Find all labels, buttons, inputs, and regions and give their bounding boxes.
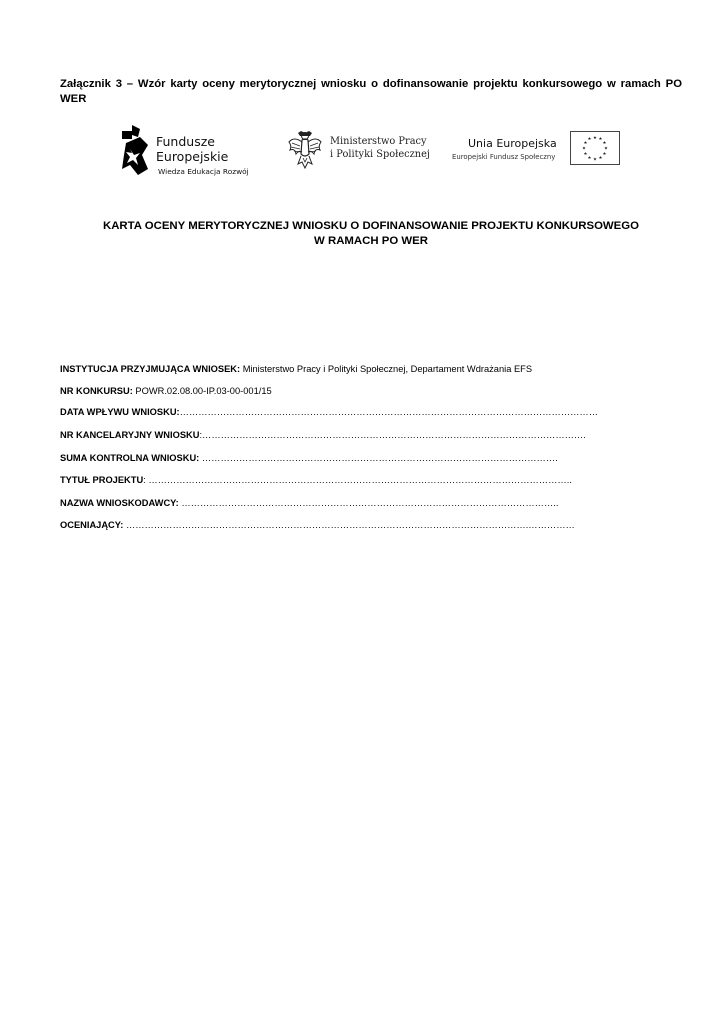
fe-star-icon <box>118 125 154 177</box>
svg-text:★: ★ <box>587 137 592 143</box>
eu-subtitle: Europejski Fundusz Społeczny <box>452 153 556 161</box>
field-label: NR KANCELARYJNY WNIOSKU <box>60 430 200 440</box>
field-project-title <box>60 475 572 485</box>
ministry-logo <box>288 130 433 180</box>
fundusze-europejskie-logo <box>118 125 263 180</box>
field-value: ………………………………………………………………………………………………………………….…………… <box>123 520 575 530</box>
field-office-number <box>60 430 586 440</box>
svg-text:★: ★ <box>587 156 592 161</box>
eagle-emblem-icon <box>288 130 322 170</box>
document-title-line1: KARTA OCENY MERYTORYCZNEJ WNIOSKU O DOFINANSOWANIE PROJEKTU KONKURSOWEGO <box>102 220 640 232</box>
field-value: : ……………………………………………………………………………………………………………………….. <box>143 475 572 485</box>
field-applicant-name <box>60 498 558 508</box>
field-competition-number <box>60 386 272 396</box>
field-value: ……………………………………………………………………………………………………. <box>199 453 558 463</box>
svg-text:★: ★ <box>583 141 588 147</box>
field-label: NAZWA WNIOSKODAWCY: <box>60 498 179 508</box>
svg-text:★: ★ <box>593 135 597 141</box>
ministry-line1: Ministerstwo Pracy <box>330 136 427 147</box>
fe-title-line1: Fundusze <box>156 134 215 149</box>
field-institution <box>60 364 532 374</box>
eu-title: Unia Europejska <box>468 137 557 150</box>
field-checksum <box>60 453 558 463</box>
fe-subtitle: Wiedza Edukacja Rozwój <box>158 167 249 176</box>
document-title-line2: W RAMACH PO WER <box>314 234 428 247</box>
logo-bar <box>0 120 724 180</box>
field-label: INSTYTUCJA PRZYJMUJĄCA WNIOSEK: <box>60 364 241 374</box>
field-value: POWR.02.08.00-IP.03-00-001/15 <box>132 386 272 396</box>
field-label: NR KONKURSU: <box>60 386 133 396</box>
fe-title <box>156 134 228 164</box>
field-label: TYTUŁ PROJEKTU <box>60 475 144 485</box>
attachment-heading: Załącznik 3 – Wzór karty oceny merytorycznej wniosku o dofinansowanie projektu konkursowego w ramach PO WER <box>60 78 682 105</box>
field-value: Ministerstwo Pracy i Polityki Społecznej, Departament Wdrażania EFS <box>240 364 533 374</box>
field-label: OCENIAJĄCY: <box>60 520 124 530</box>
svg-text:★: ★ <box>583 152 588 157</box>
ministry-name <box>330 135 430 161</box>
svg-text:★: ★ <box>593 157 597 163</box>
svg-text:★: ★ <box>598 156 603 161</box>
svg-text:★: ★ <box>602 141 607 147</box>
ministry-line2: i Polityki Społecznej <box>330 149 430 160</box>
field-value: :……………………………………………………………………………………………………………. <box>199 430 586 440</box>
field-value: ……………………………………………………………………………………………………………………… <box>179 407 598 417</box>
svg-text:★: ★ <box>582 146 586 152</box>
field-evaluator <box>60 520 575 530</box>
unia-europejska-logo <box>452 131 627 171</box>
field-label: DATA WPŁYWU WNIOSKU: <box>60 407 180 417</box>
field-value: ………………………………………………………………………………………………………….. <box>178 498 559 508</box>
field-label: SUMA KONTROLNA WNIOSKU: <box>60 453 200 463</box>
fe-title-line2: Europejskie <box>156 149 229 164</box>
svg-text:★: ★ <box>598 137 603 143</box>
eu-flag-icon <box>570 131 620 165</box>
svg-text:★: ★ <box>604 146 608 152</box>
svg-text:★: ★ <box>602 152 607 157</box>
document-title <box>60 219 682 248</box>
field-receipt-date <box>60 407 598 417</box>
